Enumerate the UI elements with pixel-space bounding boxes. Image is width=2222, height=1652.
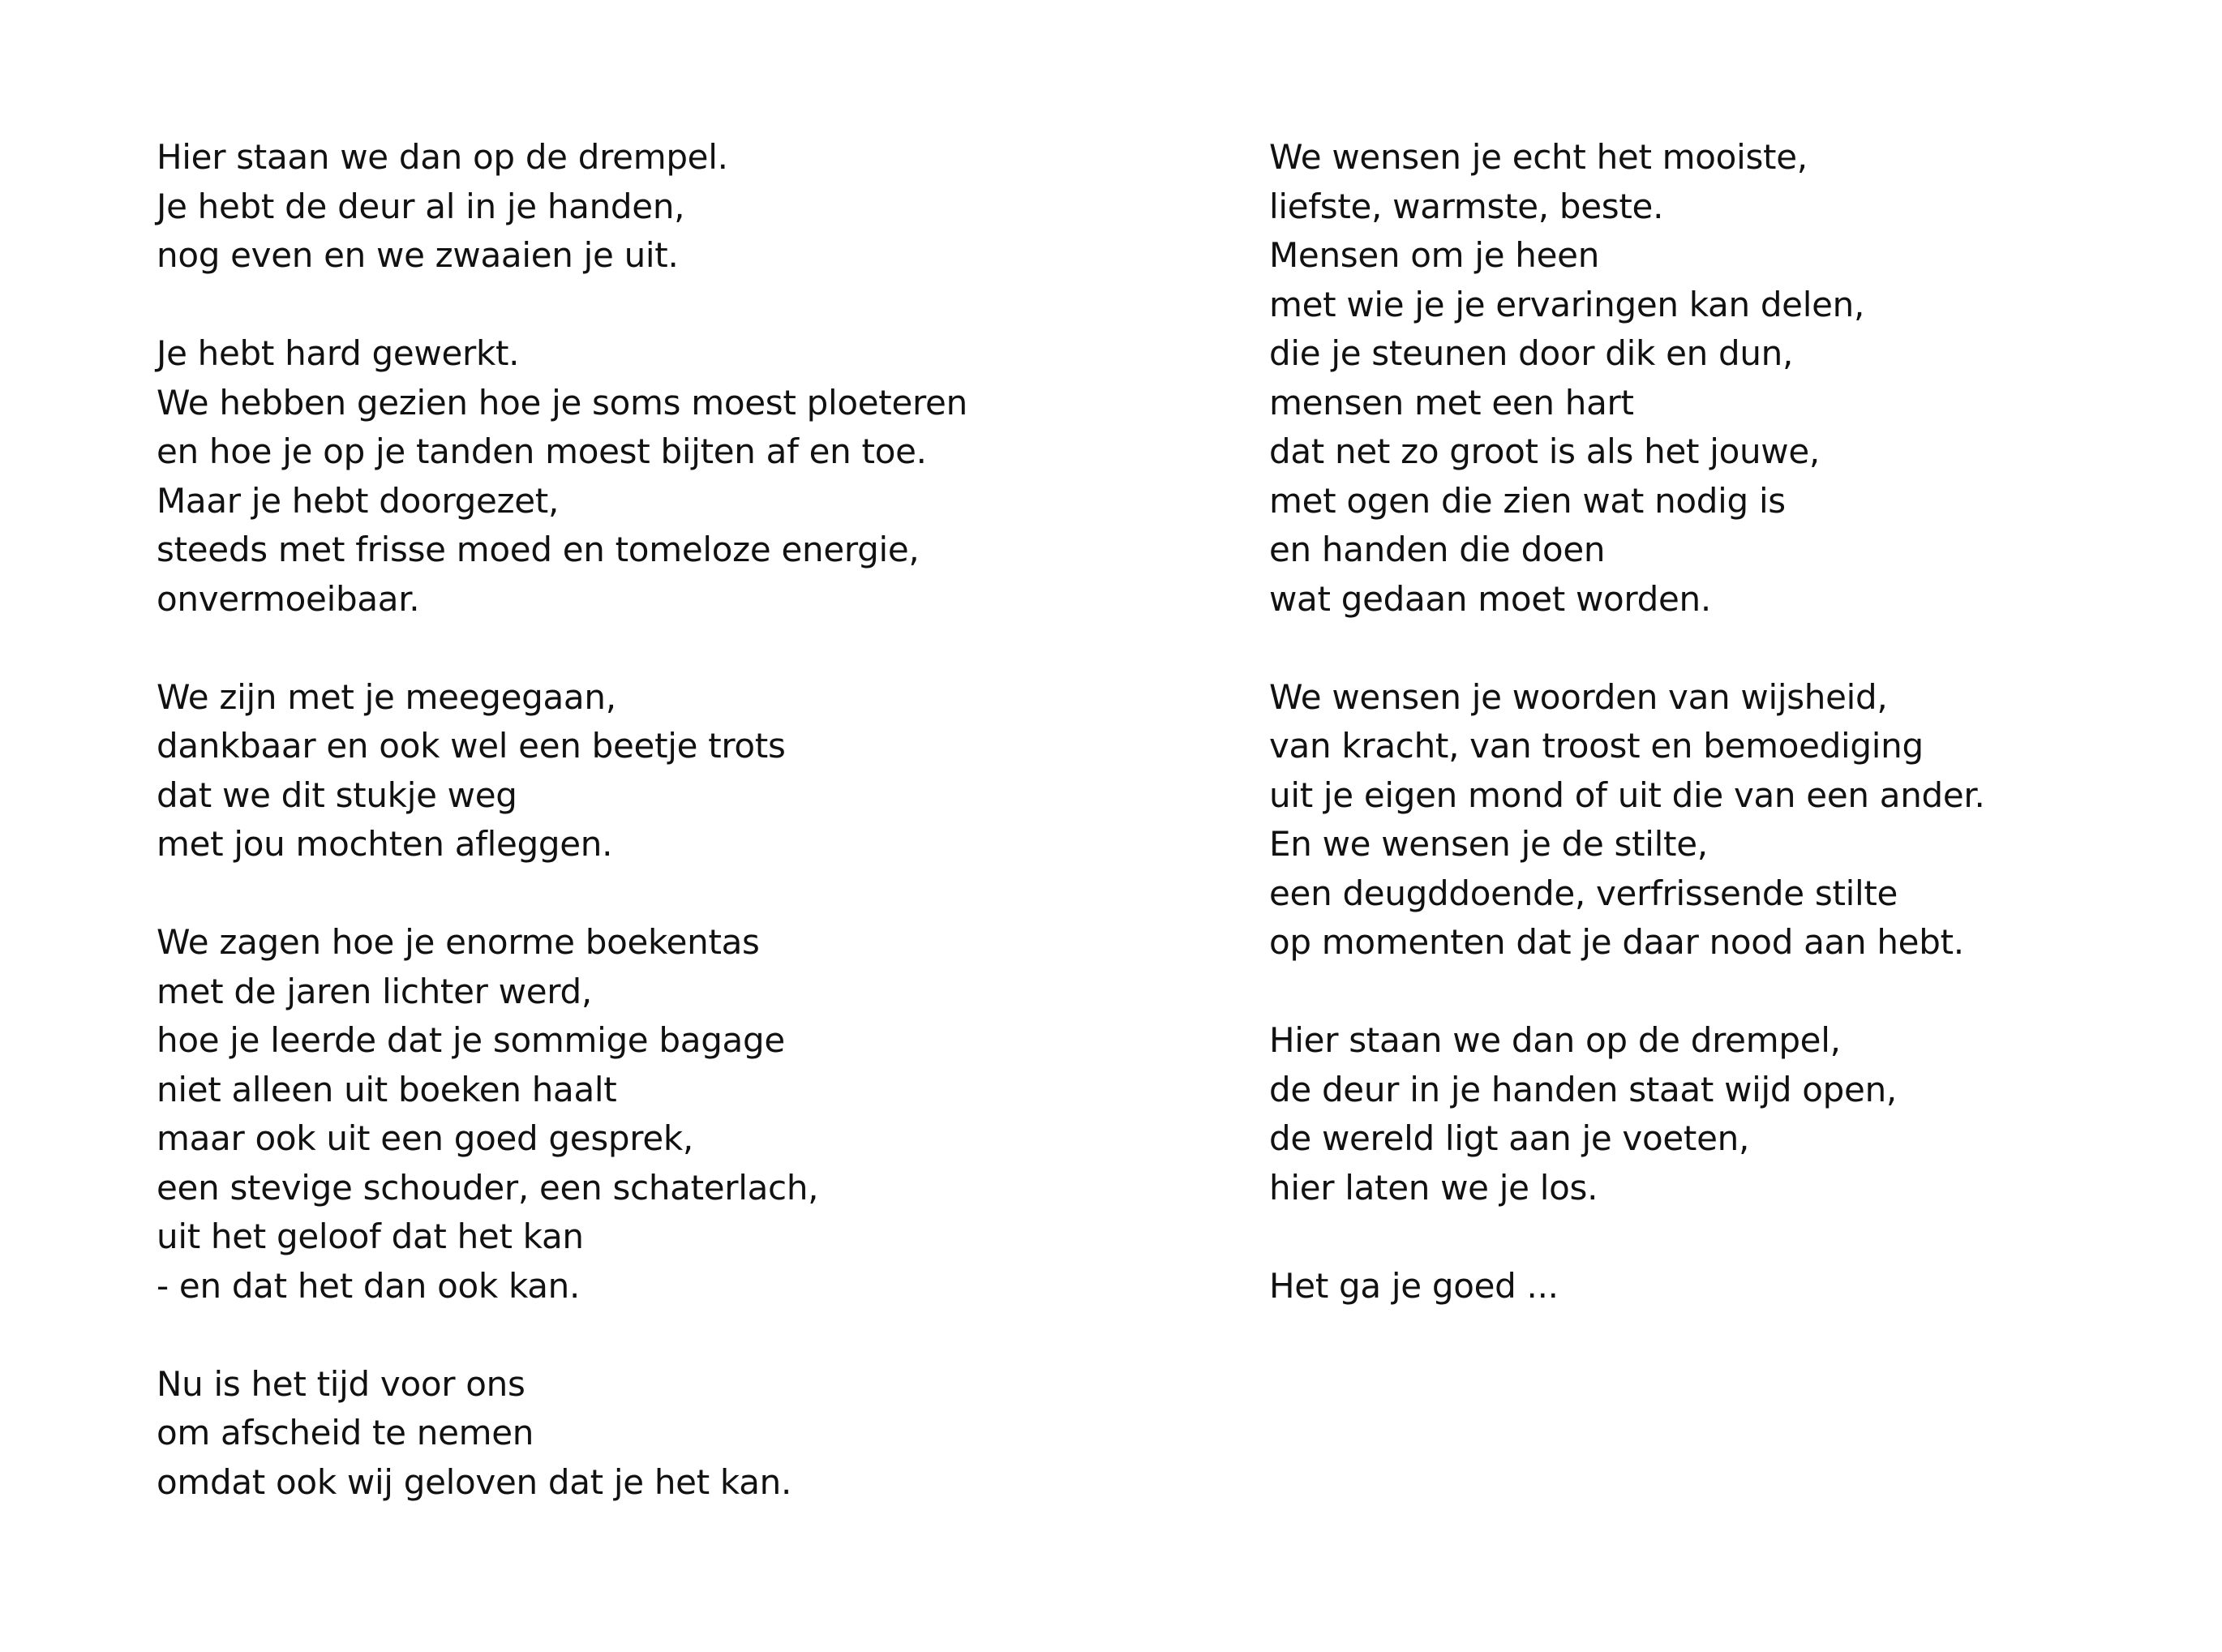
poem-stanza [157,133,1227,281]
poem-line: dat net zo groot is als het jouwe, [1269,431,1820,471]
poem-line: om afscheid te nemen [157,1413,534,1452]
poem-stanza [157,918,1227,1311]
poem-line: We zagen hoe je enorme boekentas [157,922,760,962]
poem-line: hoe je leerde dat je sommige bagage [157,1020,785,1060]
poem-line: maar ook uit een goed gesprek, [157,1118,693,1158]
poem-line: Mensen om je heen [1269,235,1600,275]
poem-line: met ogen die zien wat nodig is [1269,480,1786,521]
poem-line: van kracht, van troost en bemoediging [1269,726,1924,766]
poem-line: die je steunen door dik en dun, [1269,333,1794,373]
poem-line: en handen die doen [1269,530,1606,569]
poem-line: met wie je je ervaringen kan delen, [1269,284,1864,324]
poem-line: En we wensen je de stilte, [1269,824,1708,864]
poem-line: onvermoeibaar. [157,578,420,619]
poem-line: dankbaar en ook wel een beetje trots [157,726,786,766]
poem-line: dat we dit stukje weg [157,775,517,815]
poem-stanza [1269,673,2177,968]
poem-line: de wereld ligt aan je voeten, [1269,1118,1749,1158]
poem-line: en hoe je op je tanden moest bijten af en toe. [157,431,927,471]
poem-line: We hebben gezien hoe je soms moest ploeteren [157,382,967,423]
poem-line: We wensen je woorden van wijsheid, [1269,676,1888,717]
poem-line: nog even en we zwaaien je uit. [157,235,679,275]
poem-line: Je hebt de deur al in je handen, [157,186,685,226]
poem-line: niet alleen uit boeken haalt [157,1069,617,1109]
poem-line: liefste, warmste, beste. [1269,186,1664,226]
poem-line: Maar je hebt doorgezet, [157,480,560,521]
poem-stanza [157,329,1227,624]
poem-line: Hier staan we dan op de drempel, [1269,1020,1841,1060]
poem-line: met jou mochten afleggen. [157,824,613,864]
poem-line: Nu is het tijd voor ons [157,1363,525,1404]
poem-column-right [1269,133,2177,1360]
poem-line: de deur in je handen staat wijd open, [1269,1069,1897,1109]
poem-line: uit je eigen mond of uit die van een ander. [1269,775,1985,815]
poem-line: met de jaren lichter werd, [157,971,592,1011]
poem-line: een stevige schouder, een schaterlach, [157,1167,819,1208]
poem-line: We zijn met je meegegaan, [157,676,616,717]
poem-line: Het ga je goed ... [1269,1265,1559,1306]
poem-line: Hier staan we dan op de drempel. [157,137,728,177]
poem-stanza [1269,133,2177,624]
poem-line: hier laten we je los. [1269,1167,1598,1208]
poem-line: Je hebt hard gewerkt. [157,333,520,373]
poem-stanza [1269,1016,2177,1212]
poem-column-left [157,133,1227,1556]
poem-stanza [157,673,1227,869]
poem-line: mensen met een hart [1269,382,1634,423]
poem-stanza [1269,1262,2177,1311]
poem-line: wat gedaan moet worden. [1269,578,1711,619]
poem-line: - en dat het dan ook kan. [157,1265,581,1306]
poem-line: op momenten dat je daar nood aan hebt. [1269,922,1964,962]
poem-line: uit het geloof dat het kan [157,1216,584,1256]
poem-line: We wensen je echt het mooiste, [1269,137,1808,177]
poem-line: omdat ook wij geloven dat je het kan. [157,1461,792,1502]
poem-stanza [157,1360,1227,1508]
poem-line: steeds met frisse moed en tomeloze energie, [157,530,920,569]
poem-line: een deugddoende, verfrissende stilte [1269,873,1898,913]
